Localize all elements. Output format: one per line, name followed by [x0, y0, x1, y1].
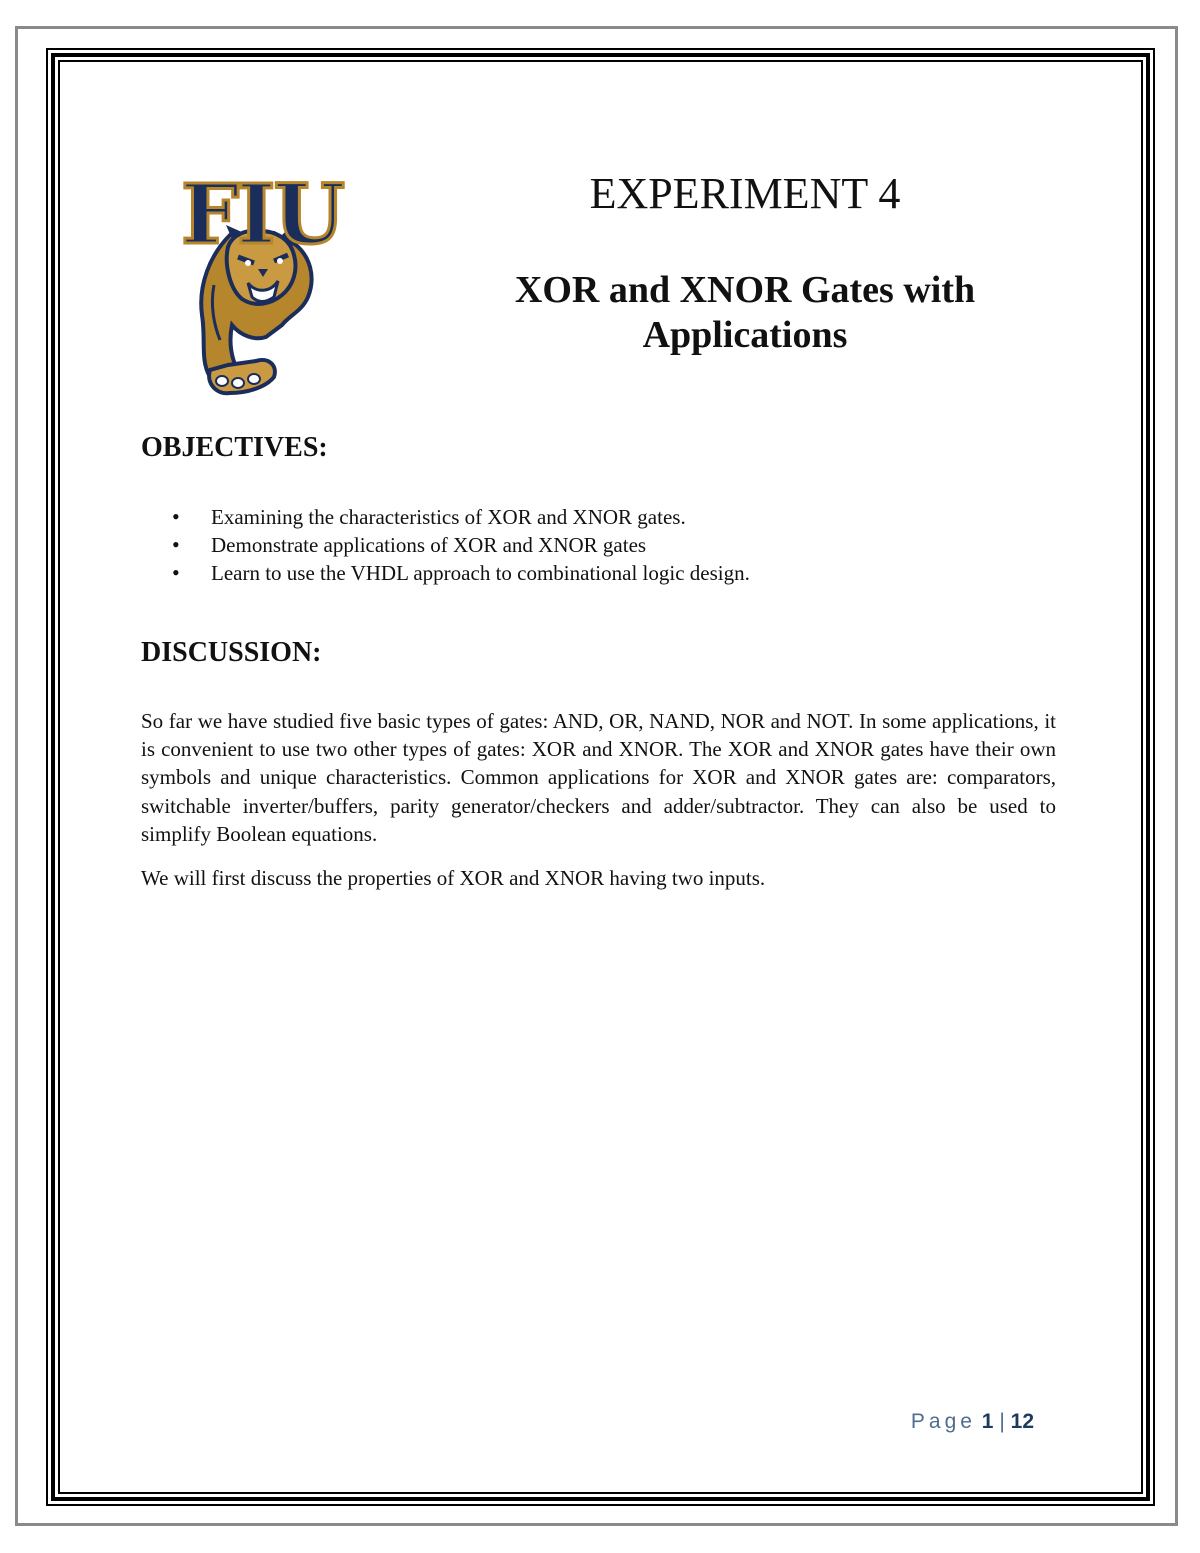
- objective-item: • Learn to use the VHDL approach to combinational logic design.: [141, 559, 1041, 587]
- discussion-heading: DISCUSSION:: [141, 637, 322, 668]
- objective-item: • Examining the characteristics of XOR and XNOR gates.: [141, 503, 1041, 531]
- fiu-panther-logo: [170, 165, 355, 400]
- discussion-paragraph: So far we have studied five basic types of gates: AND, OR, NAND, NOR and NOT. In some applications, it is convenient to use two other types of gates: XOR and XNOR. The XOR and XNOR gates have their own symbols and unique characteristics. Common applications for XOR and XNOR gates are: comparators, switchable inverter/buffers, parity generator/checkers and adder/subtractor. They can also be used to simplify Boolean equations.: [141, 709, 1056, 846]
- objectives-list: [141, 503, 1041, 587]
- total-pages: 12: [1010, 1410, 1034, 1433]
- page-label: Page: [910, 1410, 976, 1433]
- subtitle-line-1: XOR and XNOR Gates with: [514, 269, 976, 311]
- subtitle-line-2: Applications: [642, 314, 848, 356]
- page-separator: |: [999, 1410, 1005, 1433]
- svg-text:FIU: FIU: [180, 167, 344, 263]
- objectives-heading: OBJECTIVES:: [141, 432, 328, 463]
- experiment-title: EXPERIMENT 4: [589, 169, 901, 218]
- experiment-subtitle: [470, 268, 1020, 358]
- discussion-paragraph: We will first discuss the properties of XOR and XNOR having two inputs.: [141, 866, 766, 890]
- page-number-footer: [911, 1410, 1034, 1434]
- current-page-number: 1: [981, 1410, 994, 1433]
- objective-item: • Demonstrate applications of XOR and XNOR gates: [141, 531, 1041, 559]
